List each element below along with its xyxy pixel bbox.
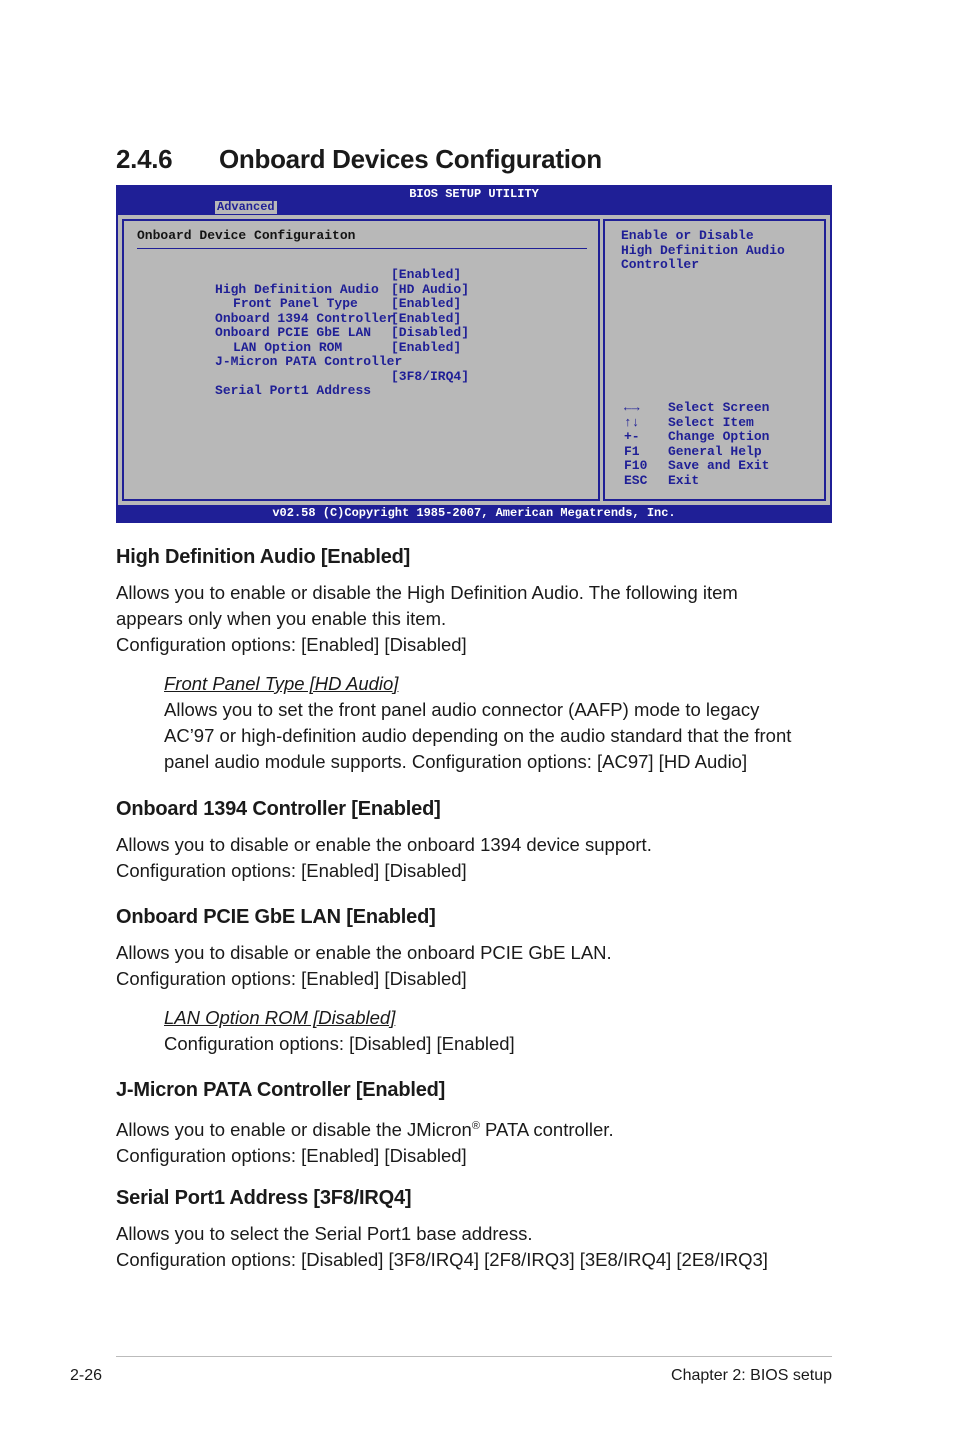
front-panel-description: [164, 671, 834, 775]
key-name: ESC: [624, 472, 648, 488]
help-line: Enable or Disable: [621, 228, 754, 243]
text-segment: PATA controller.: [479, 1119, 614, 1141]
setting-jmicron-pata-controller[interactable]: [137, 339, 597, 369]
config-options: Configuration options: [Disabled] [3F8/IRQ4] [2F8/IRQ3] [3E8/IRQ4] [2E8/IRQ3]: [116, 1249, 768, 1270]
text-line: appears only when you enable this item.: [116, 608, 447, 629]
left-right-arrows-icon: ←→: [624, 400, 640, 415]
up-down-arrows-icon: ↑↓: [624, 414, 640, 430]
key-desc: Change Option: [668, 429, 770, 444]
bios-title: BIOS SETUP UTILITY: [409, 187, 539, 201]
key-name: +-: [624, 429, 640, 444]
chapter-label: Chapter 2: BIOS setup: [671, 1367, 832, 1384]
config-options: Configuration options: [Disabled] [Enabled]: [164, 1033, 515, 1054]
help-text: [621, 229, 821, 273]
key-legend: [624, 401, 824, 488]
key-name: F1: [624, 443, 640, 459]
text-line: Allows you to set the front panel audio connector (AAFP) mode to legacy: [164, 699, 760, 720]
setting-label: High Definition Audio: [215, 281, 379, 297]
lan-description: [116, 940, 836, 992]
key-desc: Select Screen: [668, 400, 770, 415]
key-desc: Save and Exit: [668, 458, 770, 473]
key-save-exit: [624, 459, 824, 474]
help-line: Controller: [621, 257, 700, 272]
key-desc: General Help: [668, 443, 762, 459]
setting-label: J-Micron PATA Controller: [215, 354, 403, 369]
front-panel-heading: Front Panel Type [HD Audio]: [164, 673, 399, 694]
bios-screen: [116, 185, 832, 523]
hda-heading: High Definition Audio [Enabled]: [116, 546, 411, 568]
config-options: Configuration options: [Enabled] [Disabled]: [116, 968, 467, 989]
text-segment: Allows you to enable or disable the JMicron: [116, 1119, 472, 1141]
key-select-screen: [624, 401, 824, 416]
section-title: Onboard Devices Configuration: [219, 144, 602, 174]
serial-description: [116, 1221, 836, 1273]
section-number: 2.4.6: [116, 144, 173, 174]
config-options: Configuration options: [Enabled] [Disabled]: [116, 1145, 467, 1167]
setting-serial-port1-address[interactable]: [137, 368, 597, 398]
key-general-help: [624, 445, 824, 460]
setting-label: Onboard PCIE GbE LAN: [215, 325, 372, 340]
panel-divider: [137, 248, 587, 249]
text-line: Allows you to disable or enable the onboard PCIE GbE LAN.: [116, 942, 612, 963]
text-line: AC’97 or high-definition audio depending on the audio standard that the front: [164, 725, 792, 746]
lan-rom-heading: LAN Option ROM [Disabled]: [164, 1007, 396, 1028]
bios-copyright: v02.58 (C)Copyright 1985-2007, American Megatrends, Inc.: [272, 506, 676, 520]
key-exit: [624, 474, 824, 489]
key-desc: Select Item: [668, 414, 754, 430]
lan-heading: Onboard PCIE GbE LAN [Enabled]: [116, 906, 436, 928]
setting-value: [Enabled]: [391, 339, 462, 355]
text-line: Allows you to enable or disable the High Definition Audio. The following item: [116, 582, 738, 603]
jmicron-description: [116, 1113, 836, 1169]
section-heading: [116, 144, 602, 175]
tab-advanced[interactable]: Advanced: [217, 200, 275, 214]
bios-help-panel: [603, 219, 826, 501]
setting-value: [Enabled]: [391, 296, 462, 311]
text-line: panel audio module supports. Configuration options: [AC97] [HD Audio]: [164, 751, 748, 772]
ieee1394-heading: Onboard 1394 Controller [Enabled]: [116, 798, 441, 820]
setting-value: [3F8/IRQ4]: [391, 368, 470, 384]
key-desc: Exit: [668, 472, 700, 488]
setting-value: [HD Audio]: [391, 281, 470, 297]
jmicron-heading: J-Micron PATA Controller [Enabled]: [116, 1079, 446, 1101]
config-options: Configuration options: [Enabled] [Disabled]: [116, 634, 467, 655]
text-line: [116, 1113, 836, 1143]
help-line: High Definition Audio: [621, 242, 785, 258]
config-options: Configuration options: [Enabled] [Disabled]: [116, 860, 467, 881]
page-number: 2-26: [70, 1367, 103, 1384]
text-line: Allows you to select the Serial Port1 base address.: [116, 1223, 533, 1244]
setting-label: Front Panel Type: [233, 296, 358, 311]
serial-heading: Serial Port1 Address [3F8/IRQ4]: [116, 1187, 412, 1209]
setting-value: [Disabled]: [391, 325, 470, 340]
setting-label: Onboard 1394 Controller: [215, 310, 395, 326]
setting-value: [Enabled]: [391, 267, 462, 282]
bios-settings-panel: [122, 219, 600, 501]
ieee1394-description: [116, 832, 836, 884]
settings-list: [137, 267, 597, 398]
registered-mark: ®: [471, 1120, 480, 1132]
key-select-item: [624, 416, 824, 431]
setting-value: [Enabled]: [391, 310, 462, 326]
lan-rom-description: [164, 1005, 834, 1057]
setting-onboard-1394-controller[interactable]: [137, 296, 597, 326]
hda-description: [116, 580, 836, 658]
setting-label: LAN Option ROM: [233, 339, 343, 355]
bios-body: [118, 215, 830, 505]
panel-header: Onboard Device Configuraiton: [137, 228, 356, 243]
key-change-option: [624, 430, 824, 445]
text-line: Allows you to disable or enable the onboard 1394 device support.: [116, 834, 652, 855]
key-name: F10: [624, 458, 648, 473]
footer-divider: [116, 1356, 832, 1357]
setting-label: Serial Port1 Address: [215, 383, 372, 398]
